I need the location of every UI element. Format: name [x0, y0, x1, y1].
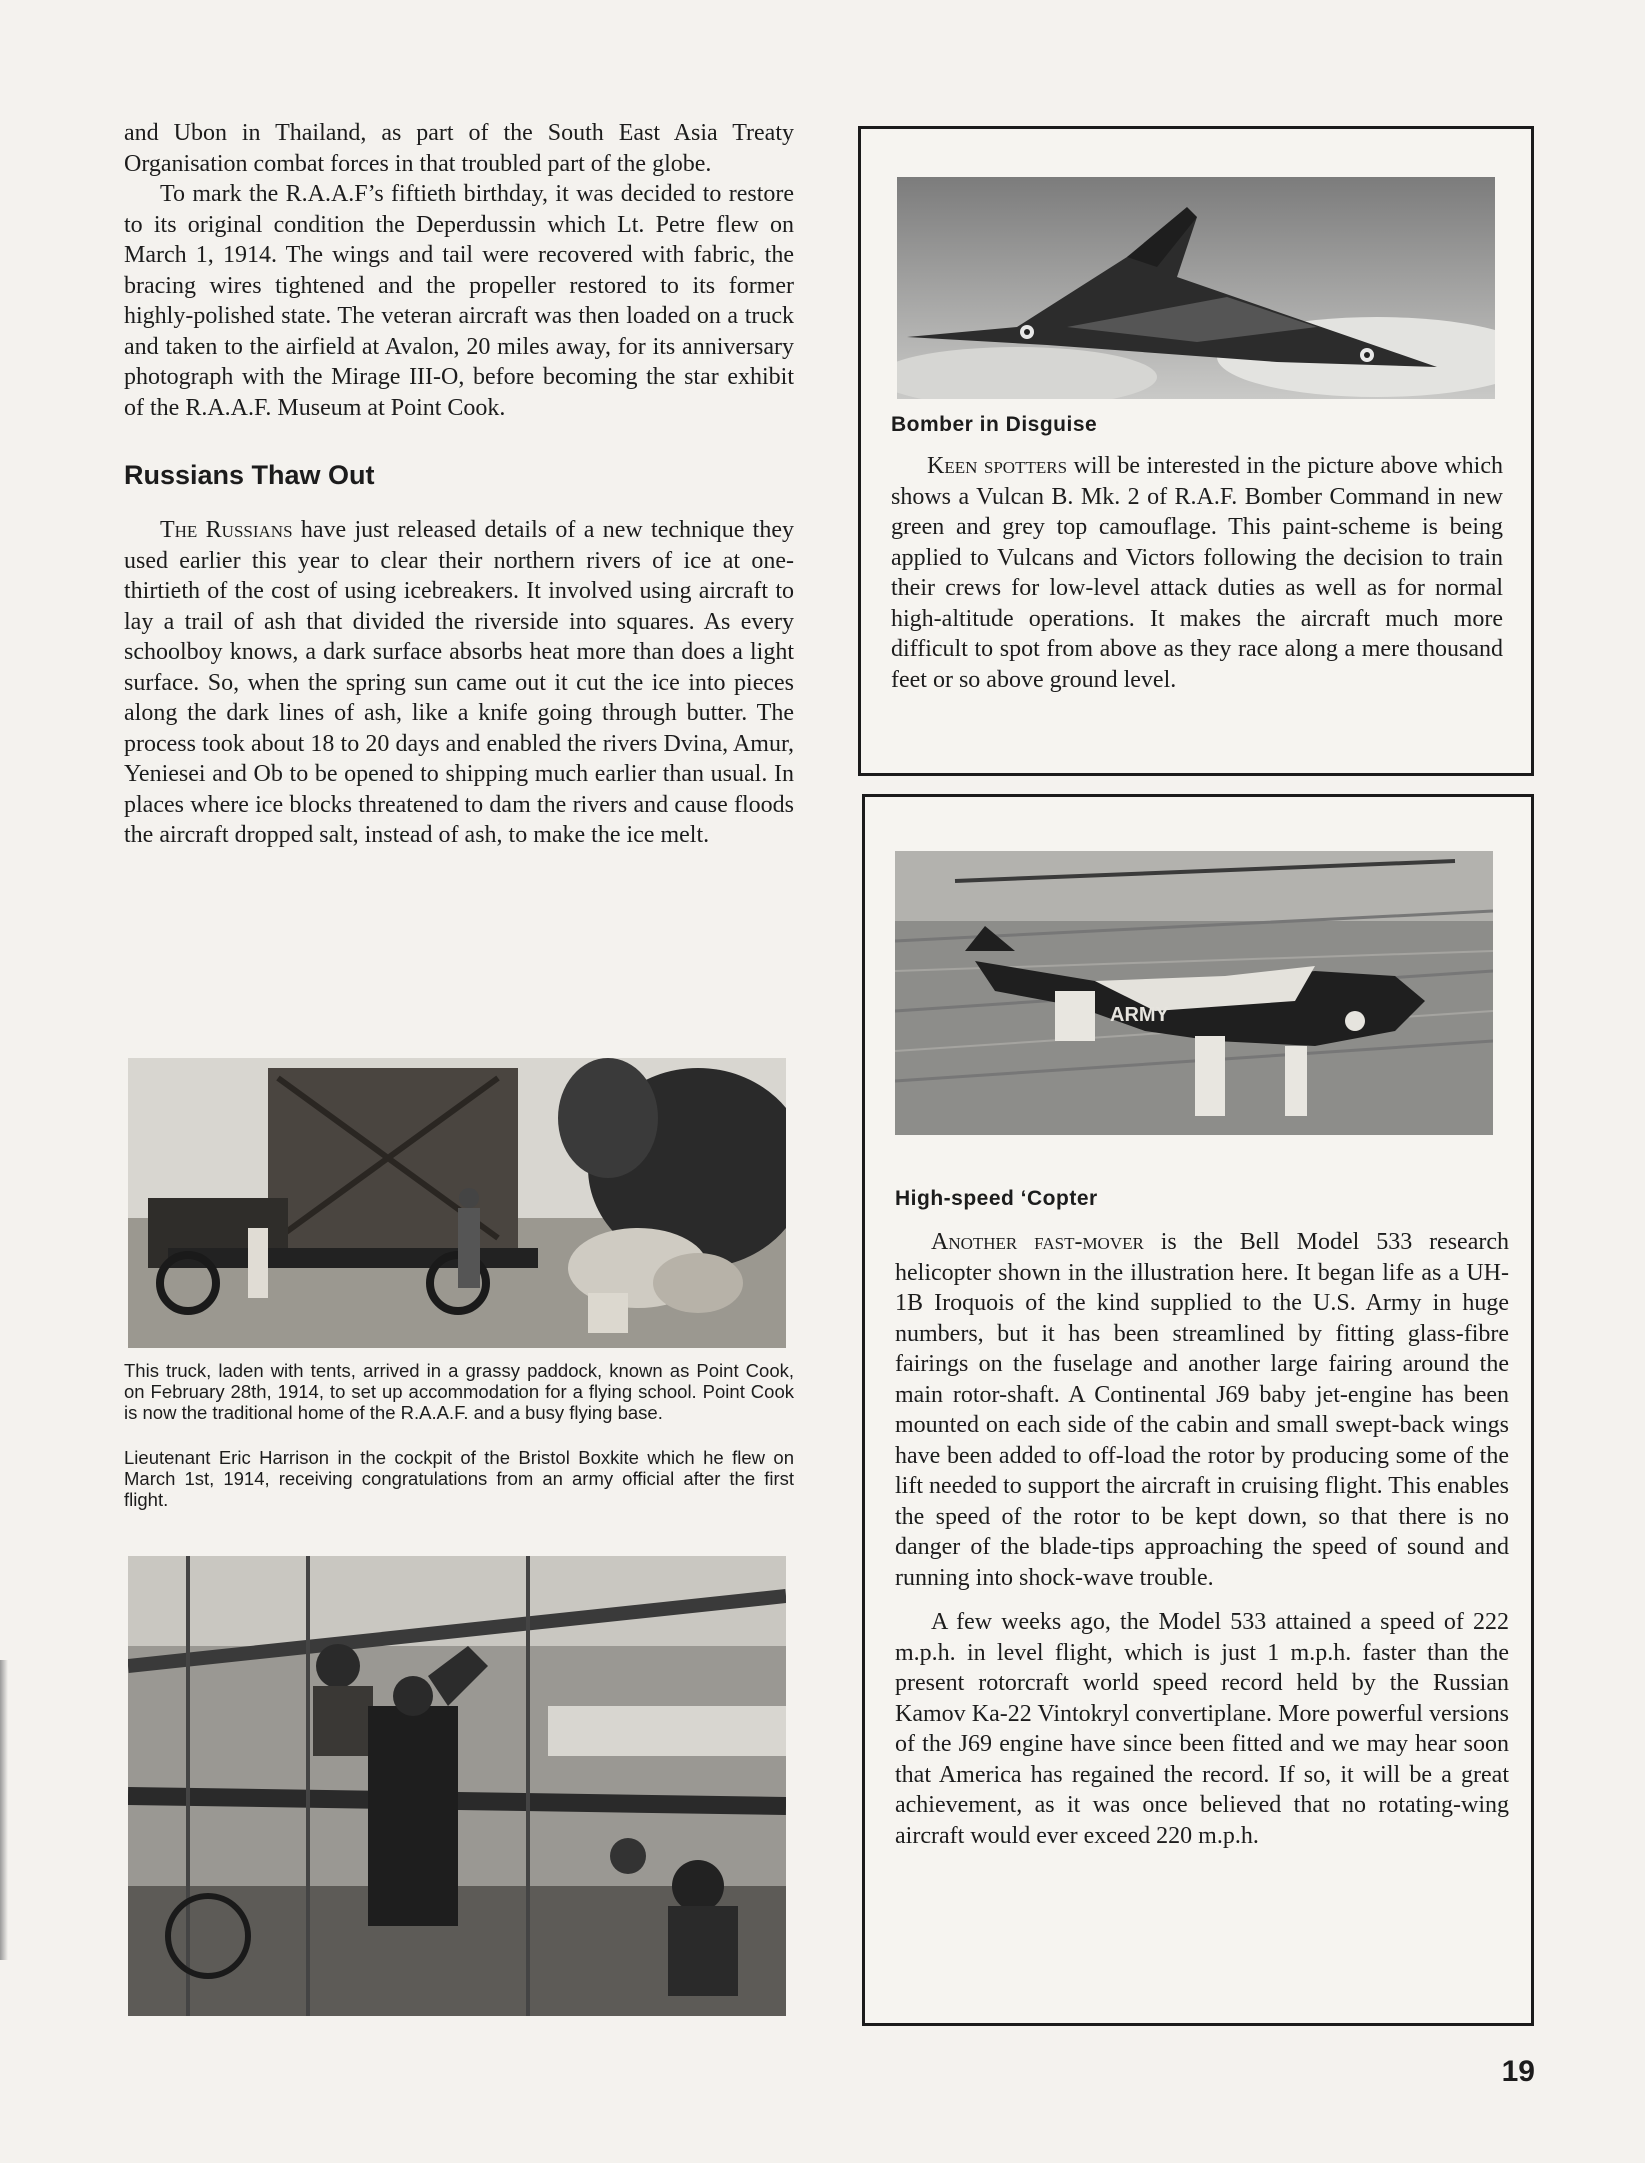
truck-caption: This truck, laden with tents, arrived in a grassy paddock, known as Point Cook, on February 28th, 1914, to set up accommodation for a flying school. Point Cook is now the traditional home of the R.A.A.F. and a busy flying base. — [124, 1360, 794, 1423]
scan-edge-shadow — [0, 1660, 8, 1960]
helicopter-photo — [895, 851, 1493, 1135]
page-number: 19 — [1501, 2055, 1535, 2088]
birthday-paragraph: To mark the R.A.A.F’s fiftieth birthday, it was decided to restore to its original condition the Deperdussin which Lt. Petre flew on March 1, 1914. The wings and tail were recovered with fabric, the bracing wires tightened and the propeller restored to its former highly-polished state. The veteran aircraft was then loaded on a truck and taken to the airfield at Avalon, 20 miles away, for its anniversary photograph with the Mirage III-O, before becoming the star exhibit of the R.A.A.F. Museum at Point Cook. — [124, 181, 794, 421]
copter-body: is the Bell Model 533 research helicopter shown in the illustration here. It began life as a UH-1B Iroquois of the kind supplied to the U.S. Army in huge numbers, but it has been streamlined by fitting glass-fibre fairings on the fuselage and another large fairing around the main rotor-shaft. A Continental J69 baby jet-engine has been mounted on each side of the cabin and small swept-back wings have been added to off-load the rotor by producing some of the lift needed to support the aircraft in cruising flight. This enables the speed of the rotor to be kept down, so that there is no danger of the blade-tips approaching the speed of sound and running into shock-wave trouble. — [895, 1229, 1509, 1591]
russians-lead: The Russians — [160, 517, 293, 543]
copter-paragraph-1 — [895, 1227, 1509, 1593]
left-column — [124, 118, 794, 851]
copter-paragraph-2: A few weeks ago, the Model 533 attained a speed of 222 m.p.h. in level flight, which is just 1 m.p.h. faster than the present rotorcraft world speed record held by the Russian Kamov Ka-22 Vintokryl convertiplane. More powerful versions of the J69 engine have since been fitted and we may hear soon that America has regained the record. If so, it will be a great achievement, as it was once believed that no rotating-wing aircraft would ever exceed 220 m.p.h. — [895, 1609, 1509, 1849]
russians-paragraph — [124, 515, 794, 851]
bomber-paragraph — [891, 451, 1503, 695]
bomber-heading: Bomber in Disguise — [891, 413, 1098, 436]
bomber-box — [858, 126, 1534, 776]
truck-photo — [128, 1058, 786, 1348]
bomber-lead: Keen spotters — [927, 453, 1068, 479]
copter-box — [862, 794, 1534, 2026]
boxkite-caption: Lieutenant Eric Harrison in the cockpit of the Bristol Boxkite which he flew on March 1st, 1914, receiving congratulations from an army official after the first flight. — [124, 1447, 794, 1510]
bomber-text — [891, 413, 1503, 695]
copter-text — [895, 1187, 1509, 1851]
russians-body: have just released details of a new technique they used earlier this year to clear their northern rivers of ice at one-thirtieth of the cost of using icebreakers. It involved using aircraft to lay a trail of ash that divided the riverside into squares. As every schoolboy knows, a dark surface absorbs heat more than does a light surface. So, when the spring sun came out it cut the ice into pieces along the dark lines of ash, like a knife going through butter. The process took about 18 to 20 days and enabled the rivers Dvina, Amur, Yeniesei and Ob to be opened to shipping much earlier than usual. In places where ice blocks threatened to dam the rivers and cause floods the aircraft dropped salt, instead of ash, to make the ice melt. — [124, 517, 795, 848]
copter-lead: Another fast-mover — [931, 1229, 1144, 1255]
bomber-body: will be interested in the picture above which shows a Vulcan B. Mk. 2 of R.A.F. Bomber Command in new green and grey top camouflage. This paint-scheme is being applied to Vulcans and Victors following the decision to train their crews for low-level attack duties as well as for normal high-altitude operations. It makes the aircraft much more difficult to spot from above as they race along a mere thousand feet or so above ground level. — [891, 453, 1504, 693]
vulcan-photo — [897, 177, 1495, 399]
truck-caption-block — [124, 1360, 794, 1510]
army-marking: ARMY — [1110, 1004, 1169, 1026]
russians-heading: Russians Thaw Out — [124, 460, 375, 490]
copter-heading: High-speed ‘Copter — [895, 1187, 1098, 1210]
boxkite-photo — [128, 1556, 786, 2016]
intro-paragraph: and Ubon in Thailand, as part of the South East Asia Treaty Organisation combat forces in that troubled part of the globe. — [124, 120, 794, 177]
